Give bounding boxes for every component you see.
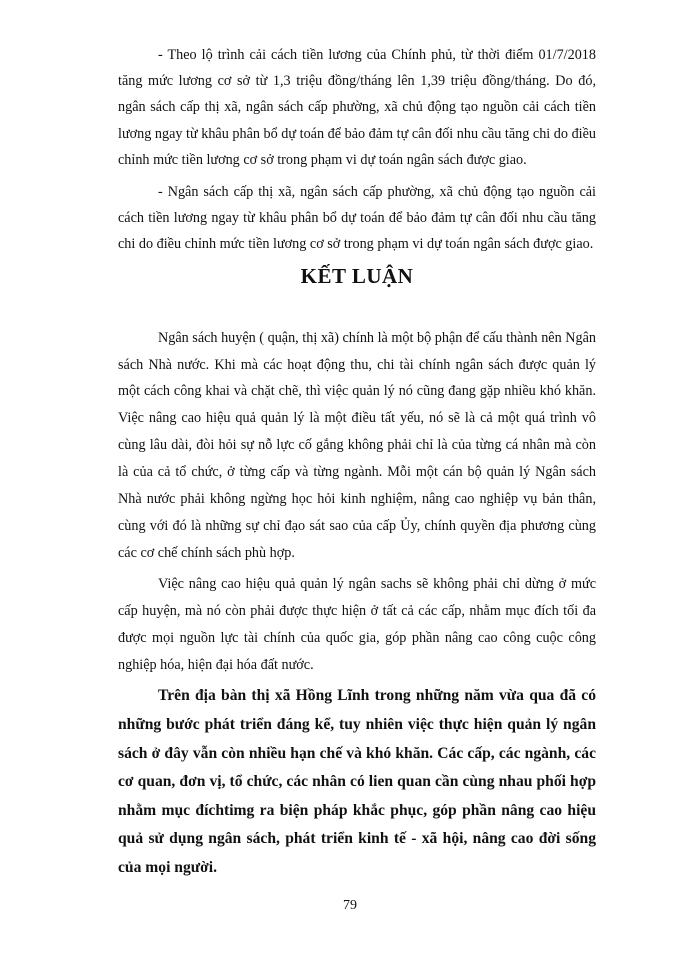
section-heading: KẾT LUẬN — [300, 263, 414, 288]
paragraph-budget-source: - Ngân sách cấp thị xã, ngân sách cấp phường, xã chủ động tạo nguồn cải cách tiền lương ngay từ khâu phân bổ dự toán để bảo đảm tự cân đối nhu cầu tăng chi do điều chỉnh mức tiền lương cơ sở trong phạm vi dự toán ngân sách được giao. — [118, 184, 596, 253]
page-number: 79 — [343, 898, 357, 913]
page-content — [118, 42, 596, 887]
paragraph-salary-reform: - Theo lộ trình cải cách tiền lương của Chính phủ, từ thời điểm 01/7/2018 tăng mức lương cơ sở từ 1,3 triệu đồng/tháng lên 1,39 triệu đồng/tháng. Do đó, ngân sách cấp thị xã, ngân sách cấp phường, xã chủ động tạo nguồn cải cách tiền lương ngay từ khâu phân bổ dự toán để bảo đảm tự cân đối nhu cầu tăng chi do điều chỉnh mức tiền lương cơ sở trong phạm vi dự toán ngân sách được giao. — [118, 47, 596, 168]
paragraph-conclusion-2: Việc nâng cao hiệu quả quản lý ngân sachs sẽ không phải chỉ dừng ở mức cấp huyện, mà nó còn phải được thực hiện ở tất cả các cấp, nhằm mục đích tối đa được mọi nguồn lực tài chính của quốc gia, góp phần nâng cao công cuộc công nghiệp hóa, hiện đại hóa đất nước. — [118, 575, 596, 673]
paragraph-conclusion-bold: Trên địa bàn thị xã Hồng Lĩnh trong những năm vừa qua đã có những bước phát triển đáng kể, tuy nhiên việc thực hiện quản lý ngân sách ở đây vẫn còn nhiều hạn chế và khó khăn. Các cấp, các ngành, các cơ quan, đơn vị, tổ chức, các nhân có lien quan cần cùng nhau phối hợp nhằm mục đíchtimg ra biện pháp khắc phục, góp phần nâng cao hiệu quả sử dụng ngân sách, phát triển kinh tế - xã hội, nâng cao đời sống của mọi người. — [118, 687, 596, 876]
conclusion-body — [118, 325, 596, 883]
paragraph-conclusion-1: Ngân sách huyện ( quận, thị xã) chính là một bộ phận để cấu thành nên Ngân sách Nhà nước. Khi mà các hoạt động thu, chi tài chính ngân sách được quản lý một cách công khai và chặt chẽ, thì việc quản lý nó cũng đang gặp nhiều khó khăn. Việc nâng cao hiệu quả quản lý là một điều tất yếu, nó sẽ là cả một quá trình vô cùng lâu dài, đòi hỏi sự nỗ lực cố gắng không phải chỉ là của từng cá nhân mà còn là của cả tổ chức, ở từng cấp và từng ngành. Mỗi một cán bộ quản lý Ngân sách Nhà nước phải không ngừng học hỏi kinh nghiệm, nâng cao nghiệp vụ bản thân, cùng với đó là những sự chỉ đạo sát sao của cấp Ủy, chính quyền địa phương cùng các cơ chế chính sách phù hợp. — [118, 329, 596, 561]
